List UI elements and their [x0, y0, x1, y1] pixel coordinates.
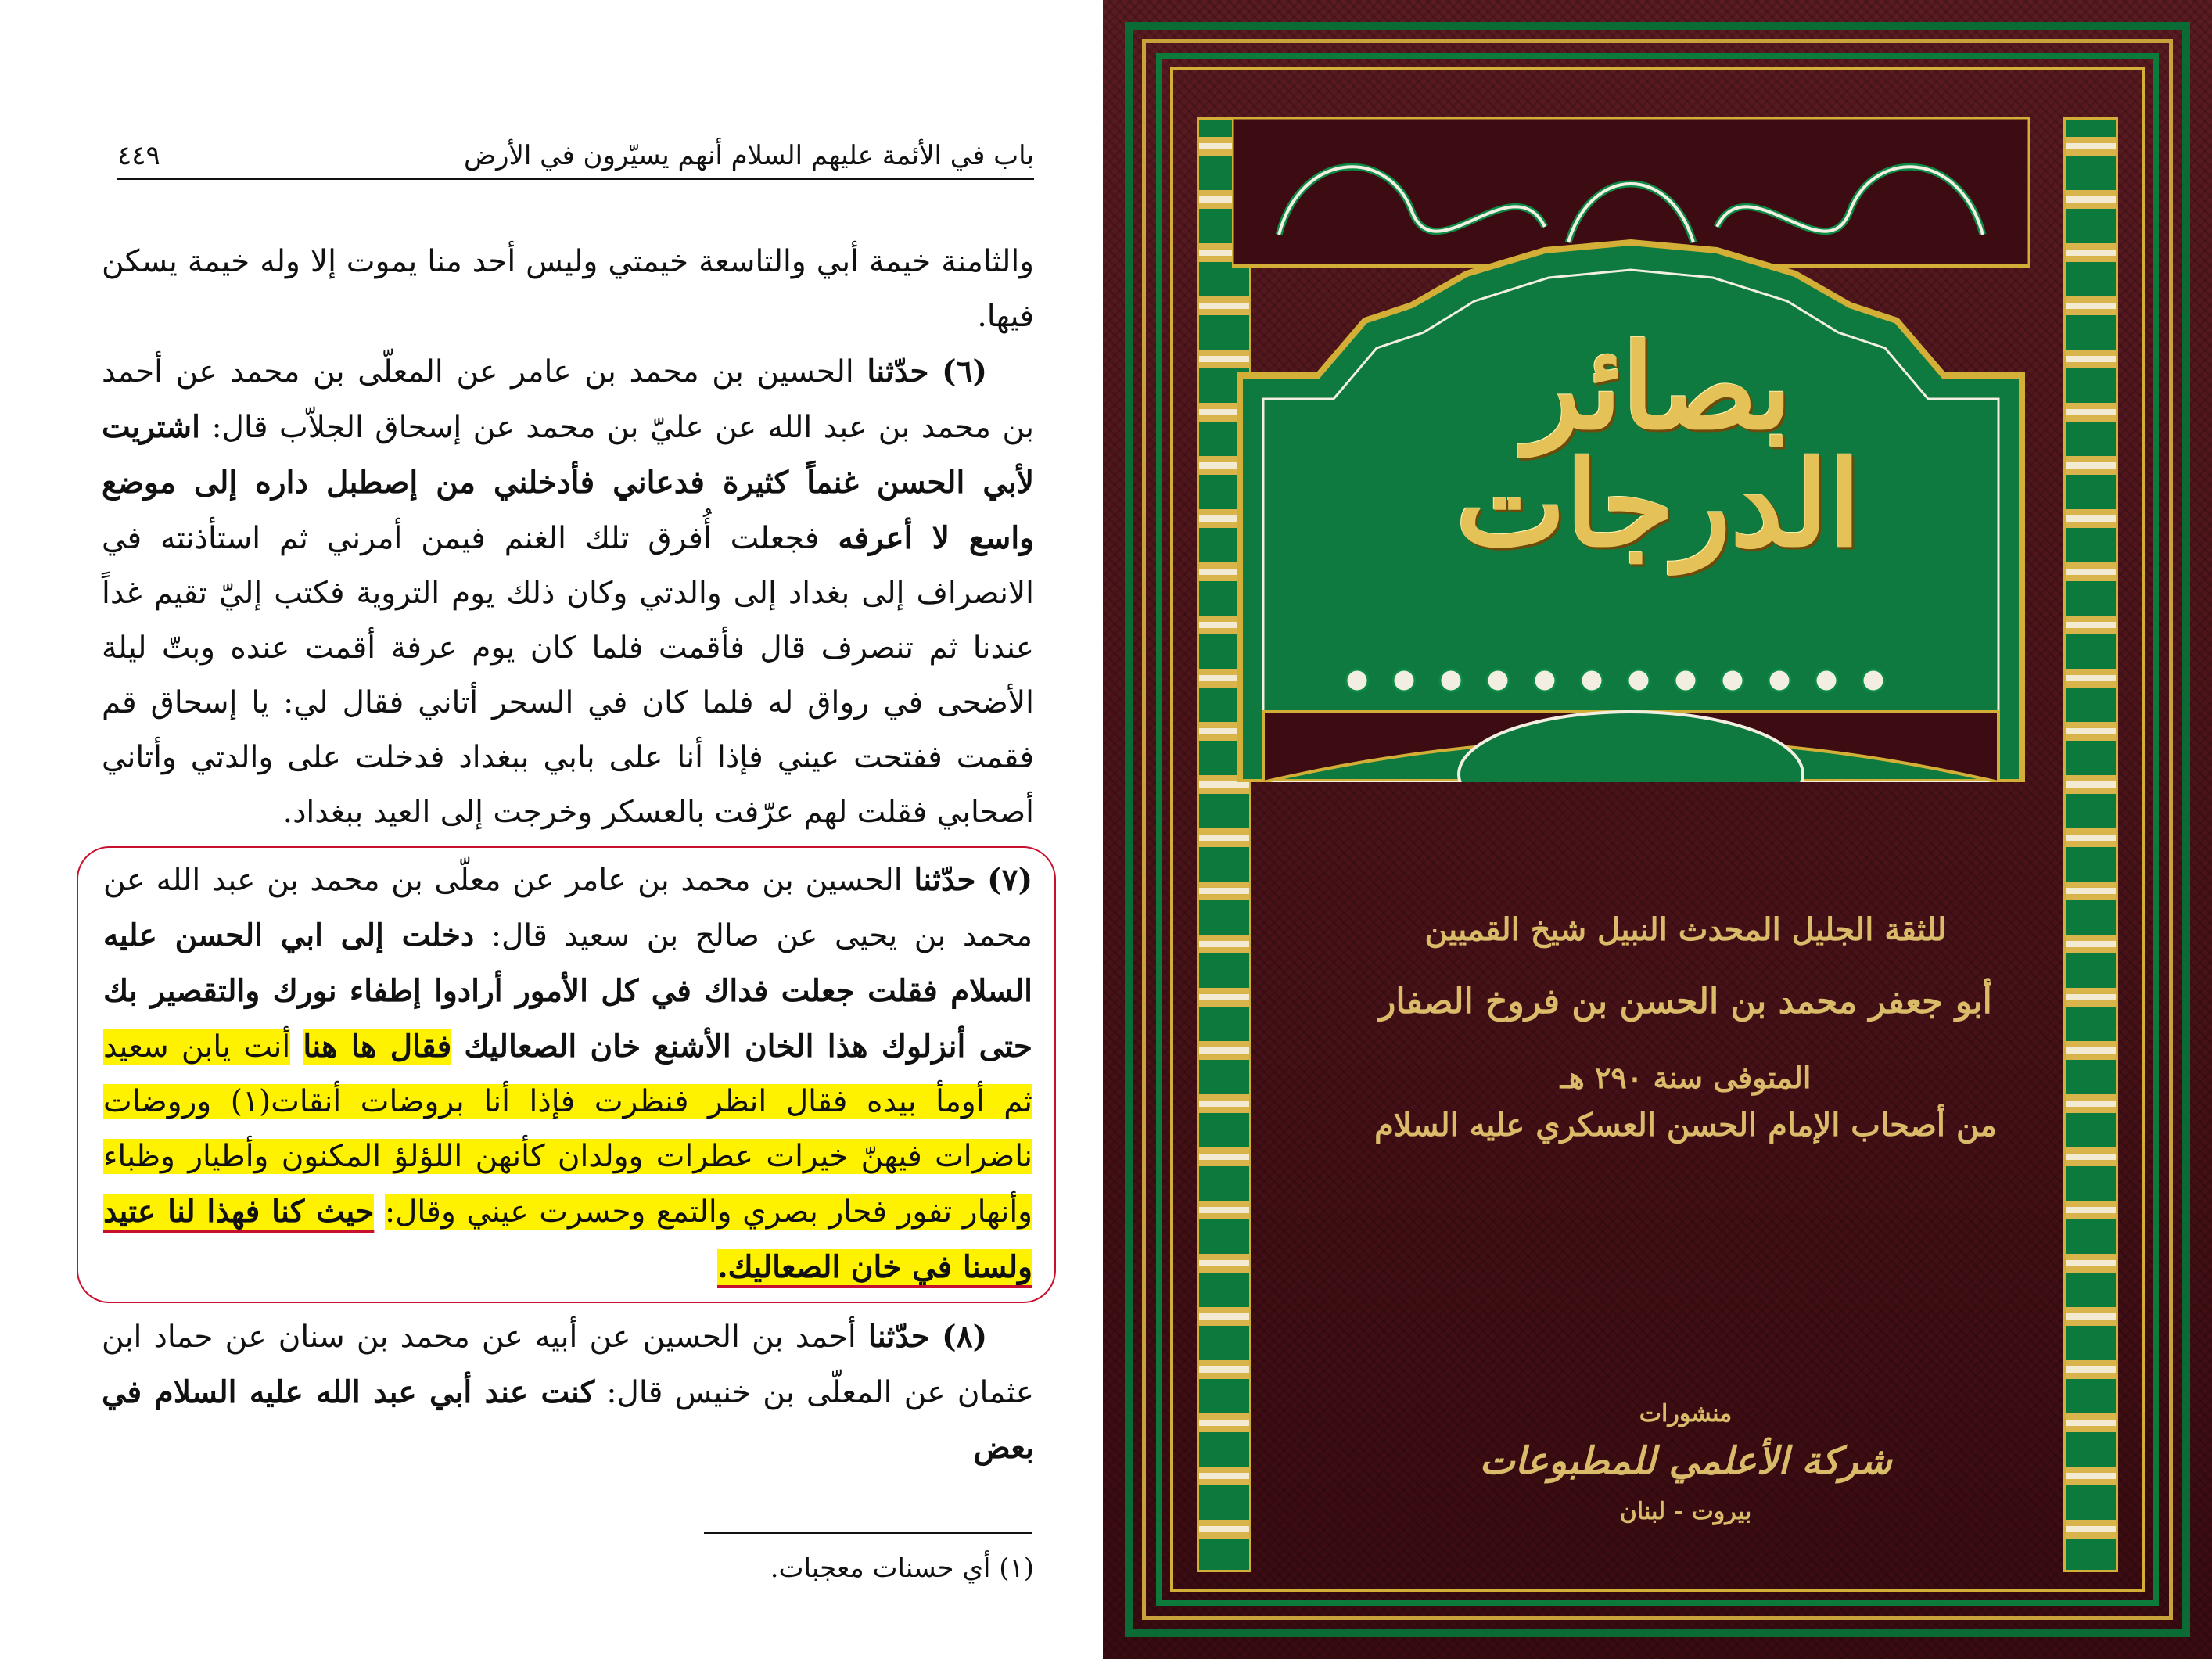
- author-name: أبو جعفر محمد بن الحسن بن فروخ الصفار: [1379, 982, 1992, 1022]
- haddathana: حدّثنا: [867, 1319, 930, 1355]
- matn-bold: كنت عند أبي عبد الله عليه السلام في بعض: [102, 1374, 1034, 1466]
- publisher-name: شركة الأعلمي للمطبوعات: [1479, 1439, 1892, 1483]
- book-page: [0, 0, 1103, 1659]
- matn-bold: اشتريت لأبي الحسن غنماً كثيرة فدعاني فأدخلني من إصطبل داره إلى موضع واسع لا أعرفه: [102, 409, 1035, 556]
- paragraph-4: [102, 1309, 1034, 1476]
- haddathana: حدّثنا: [867, 354, 929, 390]
- page-header: [117, 125, 1034, 180]
- isnad-chain: أحمد بن الحسين عن أبيه عن محمد بن سنان عن حماد ابن عثمان عن المعلّى بن خنيس قال:: [102, 1320, 1034, 1410]
- isnad-chain: الحسين بن محمد بن عامر عن المعلّى بن محمد عن أحمد بن محمد بن عبد الله عن عليّ بن محمد عن إسحاق الجلاّب قال:: [102, 354, 1034, 445]
- ornamental-band-right: [2063, 117, 2118, 1572]
- paragraph-2: [102, 344, 1034, 840]
- matn-bold: دخلت إلى ابي الحسن عليه السلام فقلت جعلت فداك في كل الأمور أرادوا إطفاء نورك والتقصير بك حتى أنزلوك هذا الخان الأشنع خان الصعاليك: [103, 917, 1032, 1065]
- hadith-number: (٧): [987, 862, 1033, 898]
- book-cover: [1103, 0, 2212, 1659]
- publisher-label: منشورات: [1639, 1400, 1733, 1427]
- paragraph-1: والثامنة خيمة أبي والتاسعة خيمتي وليس أحد منا يموت إلا وله خيمة يسكن فيها.: [102, 244, 1034, 334]
- hadith-number: (٦): [942, 354, 987, 390]
- highlighted-narration-box: [77, 846, 1056, 1303]
- page-body: [102, 235, 1034, 1476]
- publisher-place: بيروت - لبنان: [1619, 1498, 1752, 1525]
- footnote: (١) أي حسنات معجبات.: [770, 1553, 1034, 1584]
- matn-text: فجعلت أُفرق تلك الغنم فيمن أمرني ثم استأذنته في الانصراف إلى بغداد إلى والدتي وكان ذلك يوم التروية فكتب إليّ تقيم غداً عندنا ثم تنصرف قال فأقمت فلما كان يوم عرفة أقمت عنده وبتّ ليلة الأضحى في رواق له فلما كان في السحر أتاني فقال لي: يا إسحاق قم فقمت ففتحت عيني فإذا أنا على بابي ببغداد فدخلت على والدتي وأتاني أصحابي فقلت لهم عرّفت بالعسكر وخرجت إلى العيد ببغداد.: [102, 521, 1034, 830]
- isnad-chain: الحسين بن محمد بن عامر عن معلّى بن محمد بن عبد الله عن محمد بن يحيى عن صالح بن سعيد قال:: [103, 863, 1032, 953]
- footnote-divider: [704, 1532, 1032, 1534]
- highlighted-text: أنت يابن سعيد ثم أومأ بيده فقال انظر فنظرت فإذا أنا بروضات أنقات(١) وروضات ناضرات فيهنّ خيرات عطرات وولدان كأنهن اللؤلؤ المكنون وأطيار وظباء وأنهار تفور فحار بصري والتمع وحسرت عيني وقال:: [103, 1029, 1033, 1230]
- page-number: ٤٤٩: [117, 140, 160, 171]
- chapter-title: باب في الأئمة عليهم السلام أنهم يسيّرون في الأرض: [463, 140, 1034, 171]
- haddathana: حدّثنا: [914, 862, 976, 898]
- underlined-text: حيث كنا فهذا لنا عتيد ولسنا في خان الصعاليك.: [103, 1194, 1032, 1285]
- paragraph-3: [103, 853, 1032, 1295]
- companion-line: من أصحاب الإمام الحسن العسكري عليه السلام: [1374, 1107, 1997, 1144]
- book-title: بصائر الدرجات: [1455, 318, 1862, 573]
- author-description: للثقة الجليل المحدث النبيل شيخ القميين: [1424, 911, 1947, 948]
- death-date: المتوفى سنة ٢٩٠ هـ: [1560, 1060, 1812, 1095]
- hadith-number: (٨): [942, 1319, 988, 1355]
- highlighted-bold-text: فقال ها هنا: [303, 1029, 452, 1065]
